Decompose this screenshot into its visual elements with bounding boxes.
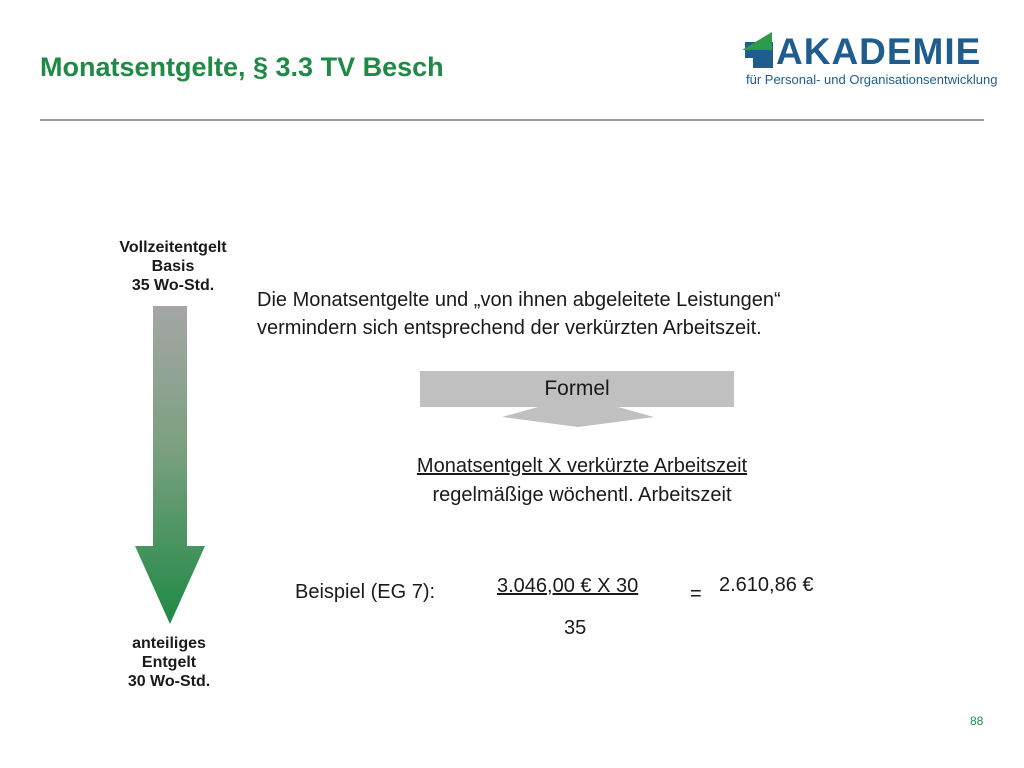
example-label: Beispiel (EG 7):: [295, 581, 436, 603]
arrow-bottom-label-line-2: Entgelt: [141, 654, 197, 671]
example-numerator: 3.046,00 € X 30: [497, 575, 639, 597]
formula-numerator: [372, 455, 792, 478]
down-arrow-icon: [134, 306, 206, 626]
example-result: 2.610,86 €: [719, 574, 814, 596]
formula-label: Formel: [544, 377, 610, 400]
example-denominator: 35: [564, 617, 587, 639]
formula-numerator-text: Monatsentgelt X verkürzte Arbeitszeit: [416, 455, 748, 477]
arrow-top-label-line-2: Basis: [151, 258, 195, 275]
arrow-bottom-label-line-3: 30 Wo-Std.: [127, 673, 211, 690]
arrow-bottom-label: [94, 634, 244, 691]
logo-subtitle: für Personal- und Organisationsentwicklung: [746, 72, 998, 87]
description-line-2: vermindern sich entsprechend der verkürzten Arbeitszeit.: [257, 317, 762, 339]
arrow-bottom-label-line-1: anteiliges: [132, 635, 206, 652]
arrow-top-label-line-1: Vollzeitentgelt: [119, 239, 227, 256]
example-equals-sign: =: [690, 583, 702, 605]
page-number: 88: [970, 714, 984, 728]
description-line-1: Die Monatsentgelte und „von ihnen abgeleitete Leistungen“: [257, 289, 781, 311]
arrow-top-label-line-3: 35 Wo-Std.: [131, 277, 215, 294]
title-divider: [40, 119, 984, 121]
slide-title: Monatsentgelte, § 3.3 TV Besch: [40, 52, 444, 82]
formula-denominator: regelmäßige wöchentl. Arbeitszeit: [432, 484, 732, 506]
akademie-logo: [742, 28, 998, 90]
logo-wordmark: AKADEMIE: [776, 31, 982, 72]
arrow-top-label: [98, 238, 248, 295]
description-text: [257, 286, 781, 342]
logo-mark-icon: [742, 28, 778, 70]
